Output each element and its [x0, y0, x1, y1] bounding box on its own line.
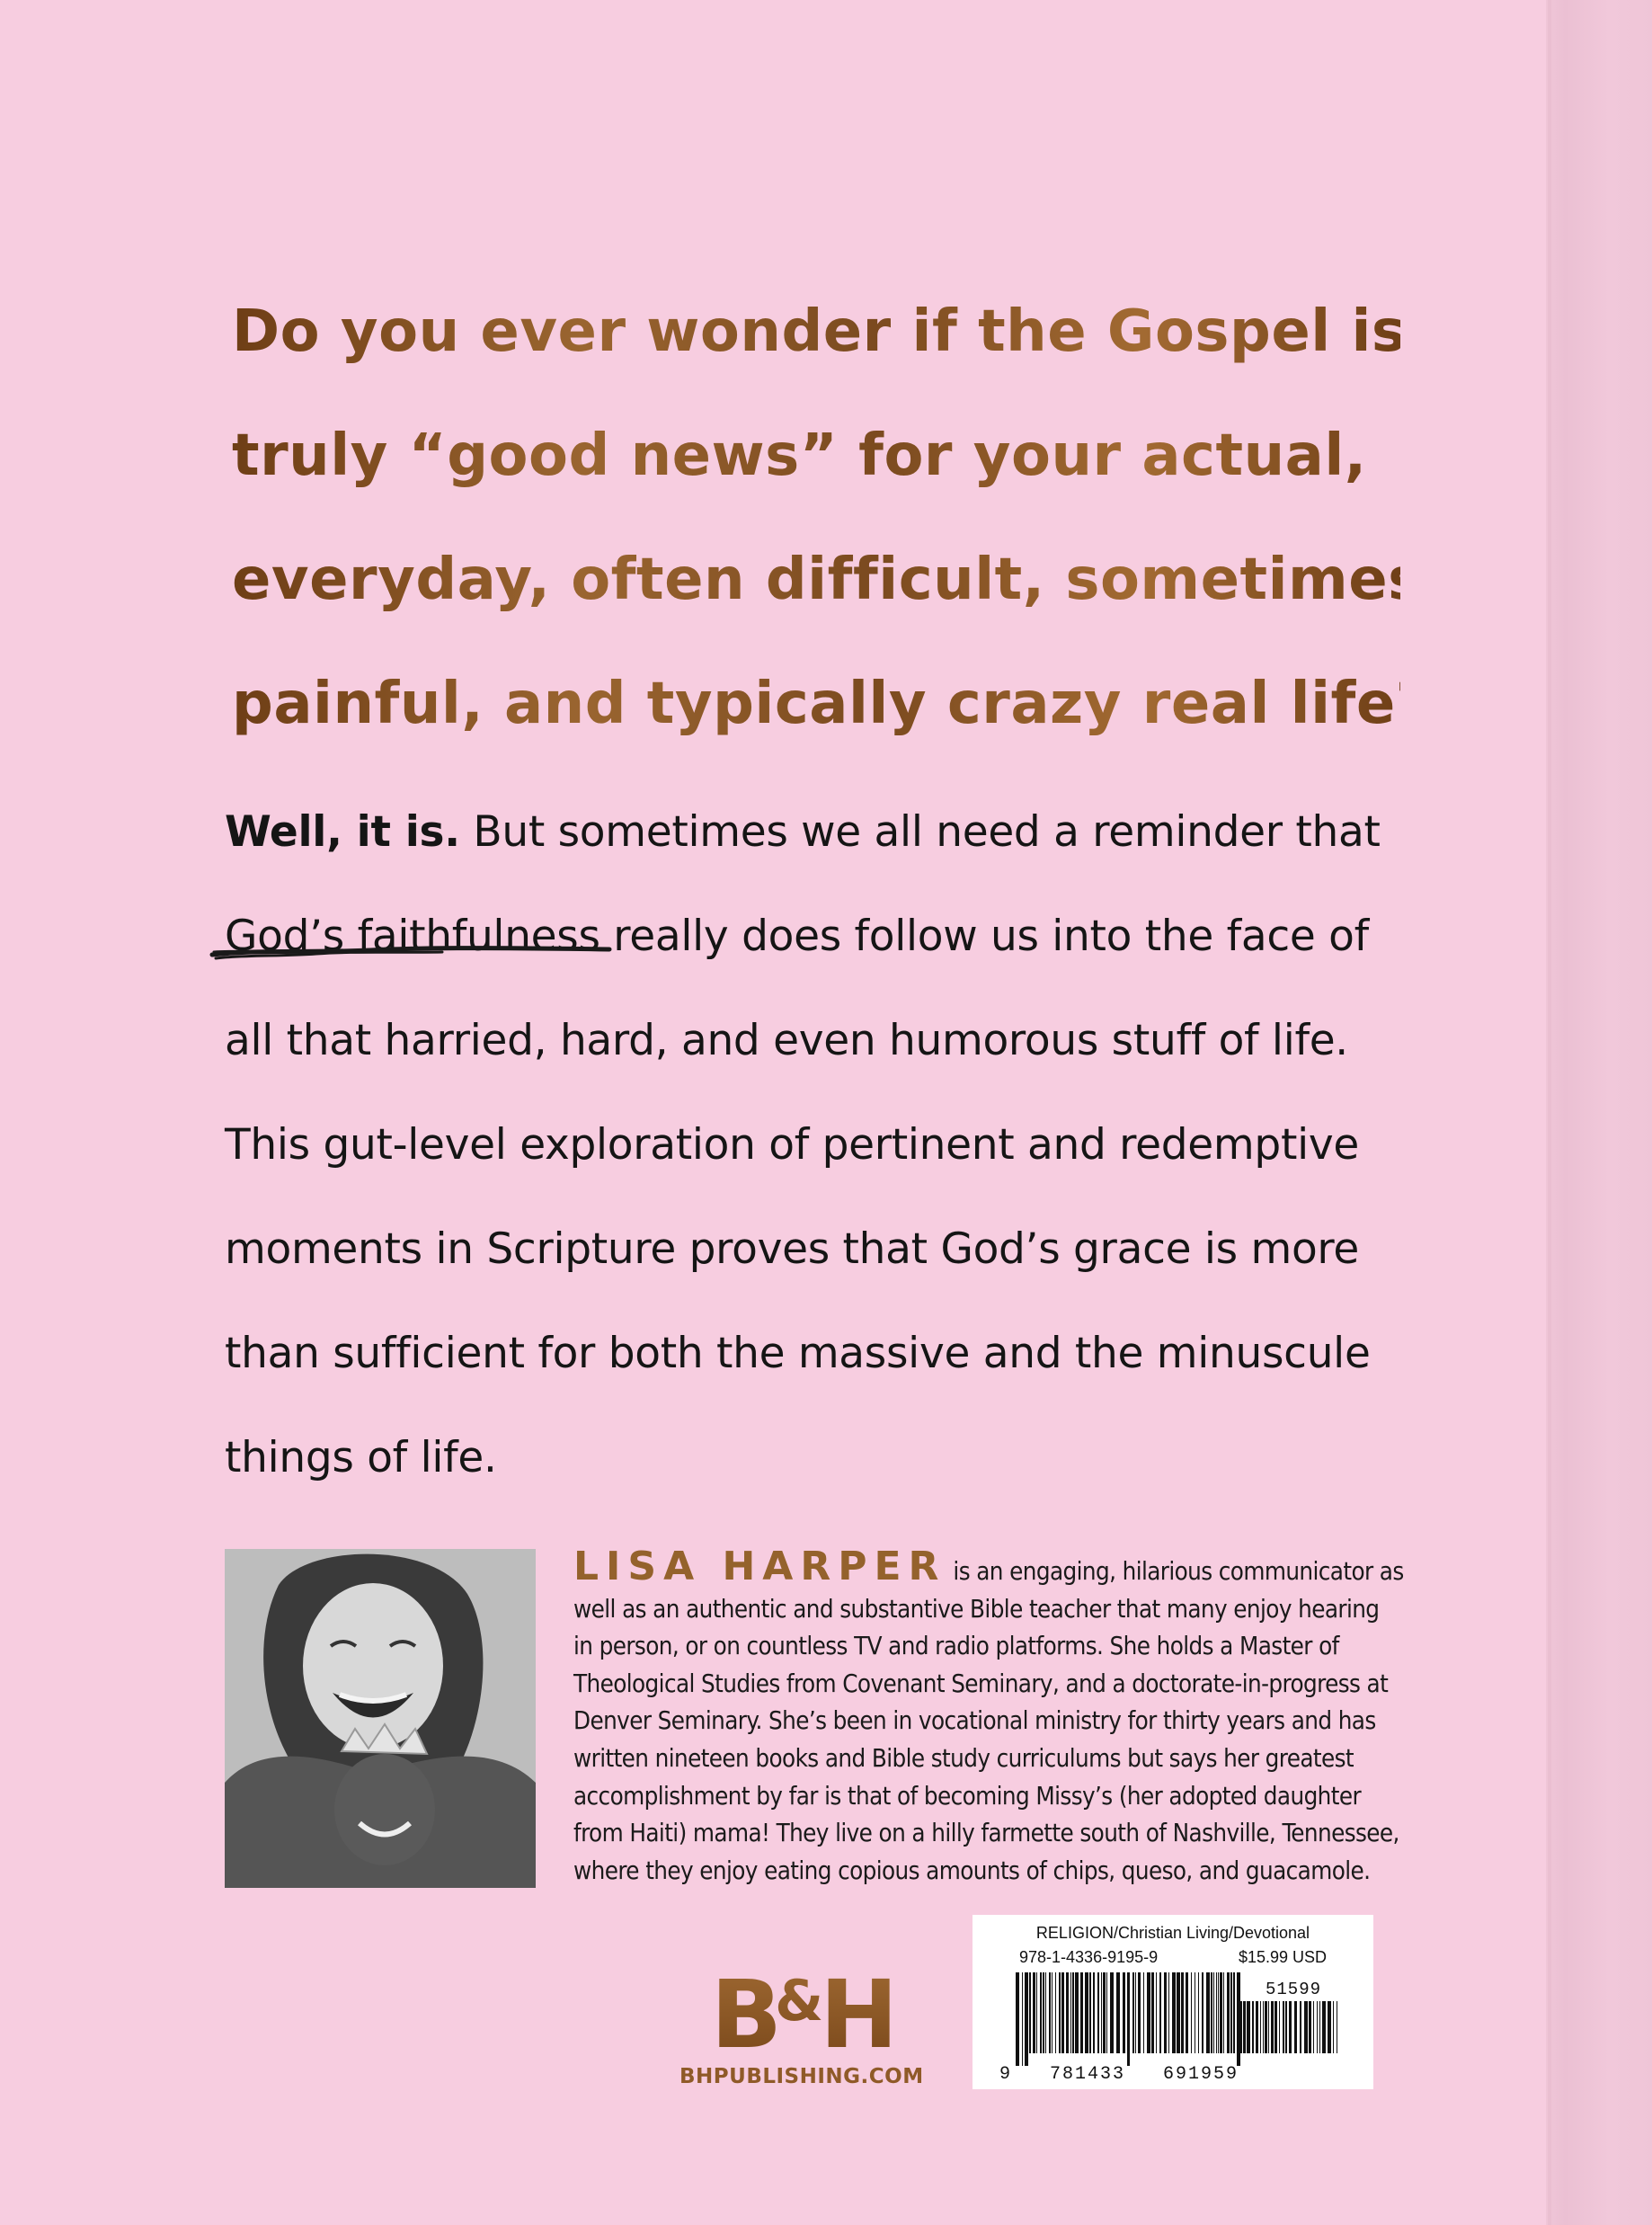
bio-line: accomplishment by far is that of becoming Missy’s (her adopted daughter — [573, 1781, 1362, 1811]
description-text: But sometimes we all need a reminder that — [459, 807, 1381, 857]
author-photo — [225, 1549, 536, 1888]
barcode-bar — [1177, 1972, 1180, 2053]
barcode-bar — [1216, 1972, 1217, 2053]
barcode-bar — [1317, 2001, 1318, 2053]
barcode-bar — [1275, 2001, 1277, 2053]
bisac-category: RELIGION/Christian Living/Devotional — [1035, 1924, 1310, 1942]
barcode-bar — [1123, 1972, 1125, 2053]
barcode-bar — [1025, 1972, 1028, 2066]
barcode-bar — [1055, 1972, 1056, 2053]
barcode-bar — [1186, 1972, 1188, 2053]
barcode-bar — [1202, 1972, 1203, 2053]
barcode-bar — [1227, 1972, 1230, 2053]
barcode-bar — [1070, 1972, 1071, 2053]
barcode-bar — [1143, 1972, 1144, 2053]
barcode-bar — [1206, 1972, 1210, 2053]
barcode-bar — [1164, 1972, 1167, 2053]
publisher-logo — [679, 1956, 924, 2088]
lead-phrase: Well, it is. — [225, 807, 460, 857]
bio-line: from Haiti) mama! They live on a hilly farmette south of Nashville, Tennessee, — [573, 1819, 1399, 1848]
barcode-panel — [973, 1915, 1373, 2089]
publisher-url: BHPUBLISHING.COM — [679, 2065, 924, 2088]
barcode-bar — [1172, 1972, 1176, 2053]
barcode-bar — [1159, 1972, 1161, 2053]
barcode-bar — [1198, 1972, 1199, 2053]
isbn-barcode — [1016, 1972, 1240, 2066]
price-barcode — [1240, 2001, 1339, 2066]
marker-underline — [209, 942, 613, 964]
description-line — [225, 780, 1381, 885]
headline-line: everyday, often difficult, sometimes — [232, 547, 1423, 613]
barcode-bar — [1220, 1972, 1222, 2053]
barcode-bar — [1265, 2001, 1267, 2053]
barcode-bar — [1147, 1972, 1150, 2053]
barcode-bar — [1016, 1972, 1019, 2066]
barcode-bar — [1181, 1972, 1184, 2053]
barcode-bar — [1333, 2001, 1334, 2053]
description-text: really does follow us into the face of — [600, 912, 1369, 961]
barcode-bar — [1252, 2001, 1254, 2053]
underlined-phrase — [225, 885, 600, 989]
barcode-bar — [1132, 1972, 1134, 2053]
barcode-digits: 9 781433 691959 — [999, 2064, 1239, 2085]
barcode-bar — [1294, 2001, 1297, 2053]
headline-line: painful, and typically crazy real life? — [232, 671, 1430, 737]
barcode-bar — [1233, 1972, 1235, 2053]
barcode-bar — [1240, 2001, 1242, 2053]
bio-line: Denver Seminary. She’s been in vocational ministry for thirty years and has — [573, 1706, 1376, 1736]
barcode-bar — [1072, 1972, 1074, 2053]
barcode-bar — [1022, 1972, 1023, 2066]
publisher-logo-mark — [679, 1956, 922, 2069]
logo-b: B — [710, 1960, 776, 2069]
barcode-bar — [1260, 2001, 1261, 2053]
barcode-bar — [1097, 1972, 1099, 2053]
headline — [232, 270, 1430, 766]
barcode-bar — [1285, 2001, 1287, 2053]
barcode-bar — [1075, 1972, 1079, 2053]
bio-text: is an engaging, hilarious communicator as — [953, 1557, 1404, 1586]
barcode-bar — [1029, 1972, 1031, 2053]
barcode-bar — [1089, 1972, 1091, 2053]
barcode-bar — [1061, 1972, 1064, 2053]
barcode-bar — [1289, 2001, 1292, 2053]
bio-line: written nineteen books and Bible study curriculums but says her greatest — [573, 1743, 1354, 1773]
barcode-bar — [1328, 2001, 1331, 2053]
headline-line: truly “good news” for your actual, — [232, 423, 1367, 489]
barcode-bar — [1223, 1972, 1224, 2053]
bio-line — [573, 1544, 1404, 1591]
barcode-bar — [1033, 1972, 1035, 2053]
description-line — [225, 885, 1375, 989]
barcode-bar — [1230, 1972, 1232, 2053]
barcode-bar — [1319, 2001, 1320, 2053]
barcode-bar — [1036, 1972, 1037, 2053]
barcode-bar — [1045, 1972, 1046, 2053]
bio-line: in person, or on countless TV and radio platforms. She holds a Master of — [573, 1632, 1339, 1661]
logo-h: H — [820, 1960, 892, 2069]
barcode-bar — [1138, 1972, 1141, 2053]
description-line: all that harried, hard, and even humorous stuff of life. — [225, 1016, 1348, 1065]
barcode-bar — [1283, 2001, 1284, 2053]
barcode-bar — [1043, 1972, 1044, 2053]
author-name: LISA HARPER — [573, 1544, 946, 1589]
author-bio — [573, 1544, 1404, 1890]
barcode-bar — [1085, 1972, 1088, 2053]
barcode-bar — [1059, 1972, 1061, 2053]
barcode-bar — [1101, 1972, 1102, 2053]
barcode-bar — [1304, 2001, 1308, 2053]
barcode-bar — [1309, 2001, 1311, 2053]
description-line: than sufficient for both the massive and the minuscule — [225, 1329, 1371, 1378]
barcode-bar — [1127, 1972, 1130, 2066]
barcode-bar — [1156, 1972, 1157, 2053]
barcode-bar — [1106, 1972, 1107, 2053]
barcode-bar — [1040, 1972, 1042, 2053]
barcode-bar — [1168, 1972, 1169, 2053]
barcode-bar — [1300, 2001, 1301, 2053]
spine-shadow — [1546, 0, 1652, 2225]
barcode-bar — [1243, 2001, 1246, 2053]
description-line: things of life. — [225, 1433, 497, 1482]
bio-line: well as an authentic and substantive Bible teacher that many enjoy hearing — [573, 1594, 1380, 1624]
bio-line: Theological Studies from Covenant Seminary, and a doctorate-in-progress at — [573, 1669, 1389, 1698]
barcode-bar — [1211, 1972, 1212, 2053]
barcode-bar — [1218, 1972, 1219, 2053]
spine-edge — [1548, 0, 1551, 2225]
description-line: This gut-level exploration of pertinent and redemptive — [225, 1120, 1359, 1170]
logo-amp: & — [775, 1968, 821, 2034]
barcode-bar — [1256, 2001, 1258, 2053]
barcode-bar — [1103, 1972, 1106, 2053]
barcode-bar — [1279, 2001, 1280, 2053]
barcode-bar — [1049, 1972, 1051, 2053]
barcode-bar — [1116, 1972, 1120, 2053]
barcode-bar — [1110, 1972, 1114, 2053]
price-code: 51599 — [1266, 1980, 1322, 1999]
underlined-text: God’s faithfulness — [225, 912, 600, 961]
headline-line: Do you ever wonder if the Gospel is — [232, 298, 1407, 365]
barcode-bar — [1066, 1972, 1069, 2053]
barcode-bar — [1247, 2001, 1250, 2053]
barcode-bar — [1271, 2001, 1274, 2053]
description — [225, 780, 1381, 1510]
barcode-bar — [1135, 1972, 1136, 2053]
barcode-bar — [1322, 2001, 1326, 2053]
description-line: moments in Scripture proves that God’s grace is more — [225, 1224, 1360, 1274]
barcode-bar — [1263, 2001, 1264, 2053]
barcode-bar — [1151, 1972, 1154, 2053]
barcode-bar — [1191, 1972, 1192, 2053]
barcode-bar — [1313, 2001, 1314, 2053]
barcode-bar — [1080, 1972, 1083, 2053]
barcode-bar — [1268, 2001, 1269, 2053]
barcode-bar — [1213, 1972, 1214, 2053]
barcode-bar — [1093, 1972, 1095, 2053]
bio-line: where they enjoy eating copious amounts of chips, queso, and guacamole. — [573, 1856, 1371, 1885]
price: $15.99 USD — [1239, 1948, 1328, 1966]
isbn-number: 978-1-4336-9195-9 — [1019, 1948, 1159, 1966]
